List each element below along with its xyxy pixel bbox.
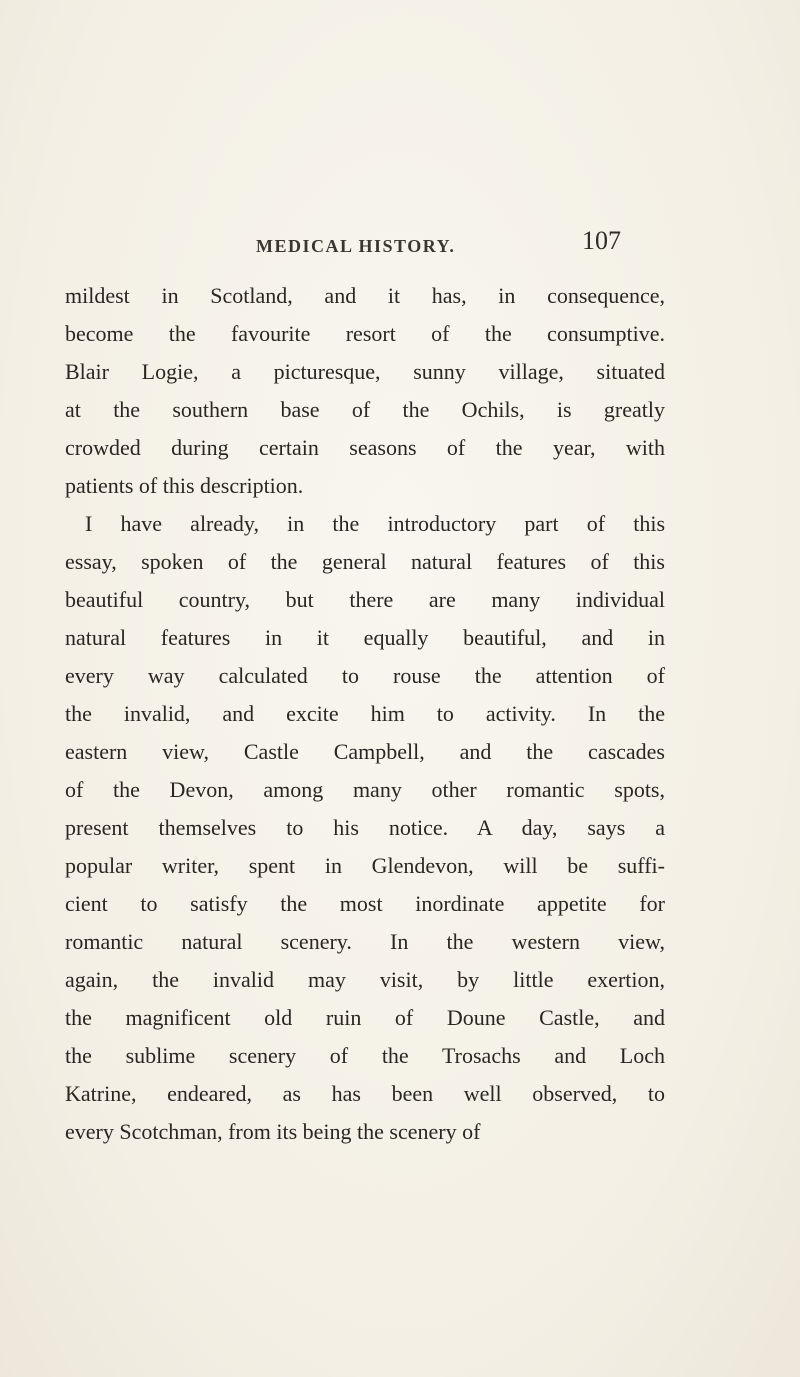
text-line: natural features in it equally beautiful, and in bbox=[65, 625, 665, 650]
text-line: beautiful country, but there are many individual bbox=[65, 587, 665, 612]
text-line: become the favourite resort of the consumptive. bbox=[65, 321, 665, 346]
text-line: romantic natural scenery. In the western view, bbox=[65, 929, 665, 954]
text-line: popular writer, spent in Glendevon, will be suffi- bbox=[65, 853, 665, 878]
text-line: essay, spoken of the general natural features of this bbox=[65, 549, 665, 574]
page-number: 107 bbox=[582, 226, 621, 255]
running-head-title: MEDICAL HISTORY. bbox=[256, 236, 456, 256]
text-line: eastern view, Castle Campbell, and the cascades bbox=[65, 739, 665, 764]
text-line: Katrine, endeared, as has been well observed, to bbox=[65, 1081, 665, 1106]
text-line: the magnificent old ruin of Doune Castle, and bbox=[65, 1005, 665, 1030]
text-line: of the Devon, among many other romantic spots, bbox=[65, 777, 665, 802]
text-line: Blair Logie, a picturesque, sunny village, situated bbox=[65, 359, 665, 384]
text-line: the sublime scenery of the Trosachs and Loch bbox=[65, 1043, 665, 1068]
text-line: crowded during certain seasons of the year, with bbox=[65, 435, 665, 460]
running-header bbox=[0, 226, 800, 270]
text-line: again, the invalid may visit, by little exertion, bbox=[65, 967, 665, 992]
text-line: mildest in Scotland, and it has, in consequence, bbox=[65, 283, 665, 308]
text-line: the invalid, and excite him to activity. In the bbox=[65, 701, 665, 726]
text-line: every Scotchman, from its being the scenery of bbox=[65, 1119, 481, 1144]
text-line: patients of this description. bbox=[65, 473, 304, 498]
text-line: I have already, in the introductory part of this bbox=[85, 511, 665, 536]
text-line: at the southern base of the Ochils, is greatly bbox=[65, 397, 665, 422]
text-line: present themselves to his notice. A day, says a bbox=[65, 815, 665, 840]
text-line: every way calculated to rouse the attention of bbox=[65, 663, 665, 688]
body-text bbox=[65, 277, 665, 1151]
text-line: cient to satisfy the most inordinate appetite for bbox=[65, 891, 665, 916]
